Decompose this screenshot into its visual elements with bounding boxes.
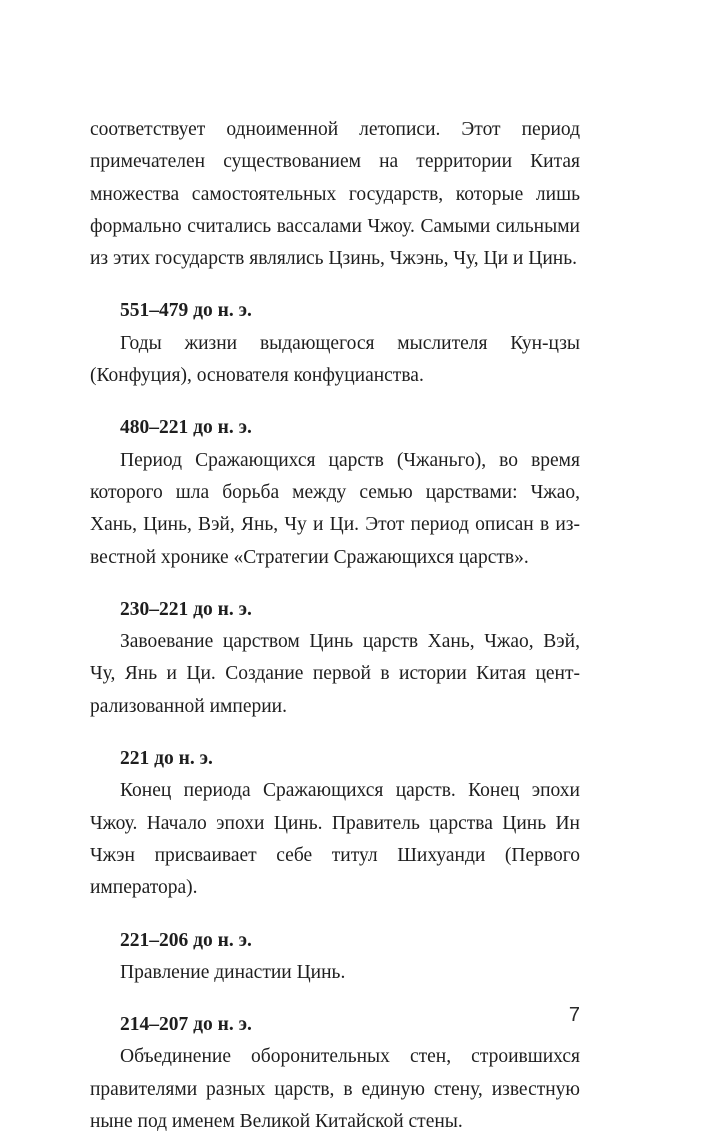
page-body	[90, 114, 580, 1138]
entry-date: 221 до н. э.	[120, 748, 213, 770]
timeline-entry-480-221	[90, 412, 580, 573]
timeline-entry-221	[90, 743, 580, 904]
entry-text: Годы жизни выдающегося мыслителя Кун-цзы (Конфуция), основателя конфуцианства.	[90, 332, 580, 387]
timeline-entry-214-207	[90, 1009, 580, 1138]
entry-text: Объединение оборонительных стен, строившихся правителями разных царств, в единую стену, известную ныне под именем Великой Китайской стены.	[90, 1046, 580, 1133]
timeline-entry-551-479	[90, 295, 580, 392]
entry-date: 221–206 до н. э.	[120, 929, 252, 951]
entry-date: 214–207 до н. э.	[120, 1014, 252, 1036]
entry-text: Период Сражающихся царств (Чжаньго), во время которого шла борьба между семью царствами: Чжао, Хань, Цинь, Вэй, Янь, Чу и Ци. Этот период описан в известной хронике «Стратегии Сражающихся царств».	[90, 449, 580, 568]
entry-text: Конец периода Сражающихся царств. Конец эпохи Чжоу. Начало эпохи Цинь. Правитель царства Цинь Ин Чжэн присваивает себе титул Шихуанди (Первого императора).	[90, 780, 580, 899]
entry-text: Правление династии Цинь.	[120, 961, 346, 983]
page-number: 7	[568, 1004, 580, 1026]
timeline-entry-221-206	[90, 925, 580, 990]
entry-date: 551–479 до н. э.	[120, 300, 252, 322]
entry-date: 230–221 до н. э.	[120, 598, 252, 620]
entry-text: Завоевание царством Цинь царств Хань, Чжао, Вэй, Чу, Янь и Ци. Создание первой в истории Китая централизованной империи.	[90, 631, 580, 717]
timeline-entry-230-221	[90, 594, 580, 723]
entry-date: 480–221 до н. э.	[120, 417, 252, 439]
intro-paragraph: соответствует одноименной летописи. Этот период примечателен существованием на территории Китая множества самостоятельных государств, которые лишь формально считались вассалами Чжоу. Самыми сильными из этих государств являлись Цзинь, Чжэнь, Чу, Ци и Цинь.	[90, 119, 580, 270]
